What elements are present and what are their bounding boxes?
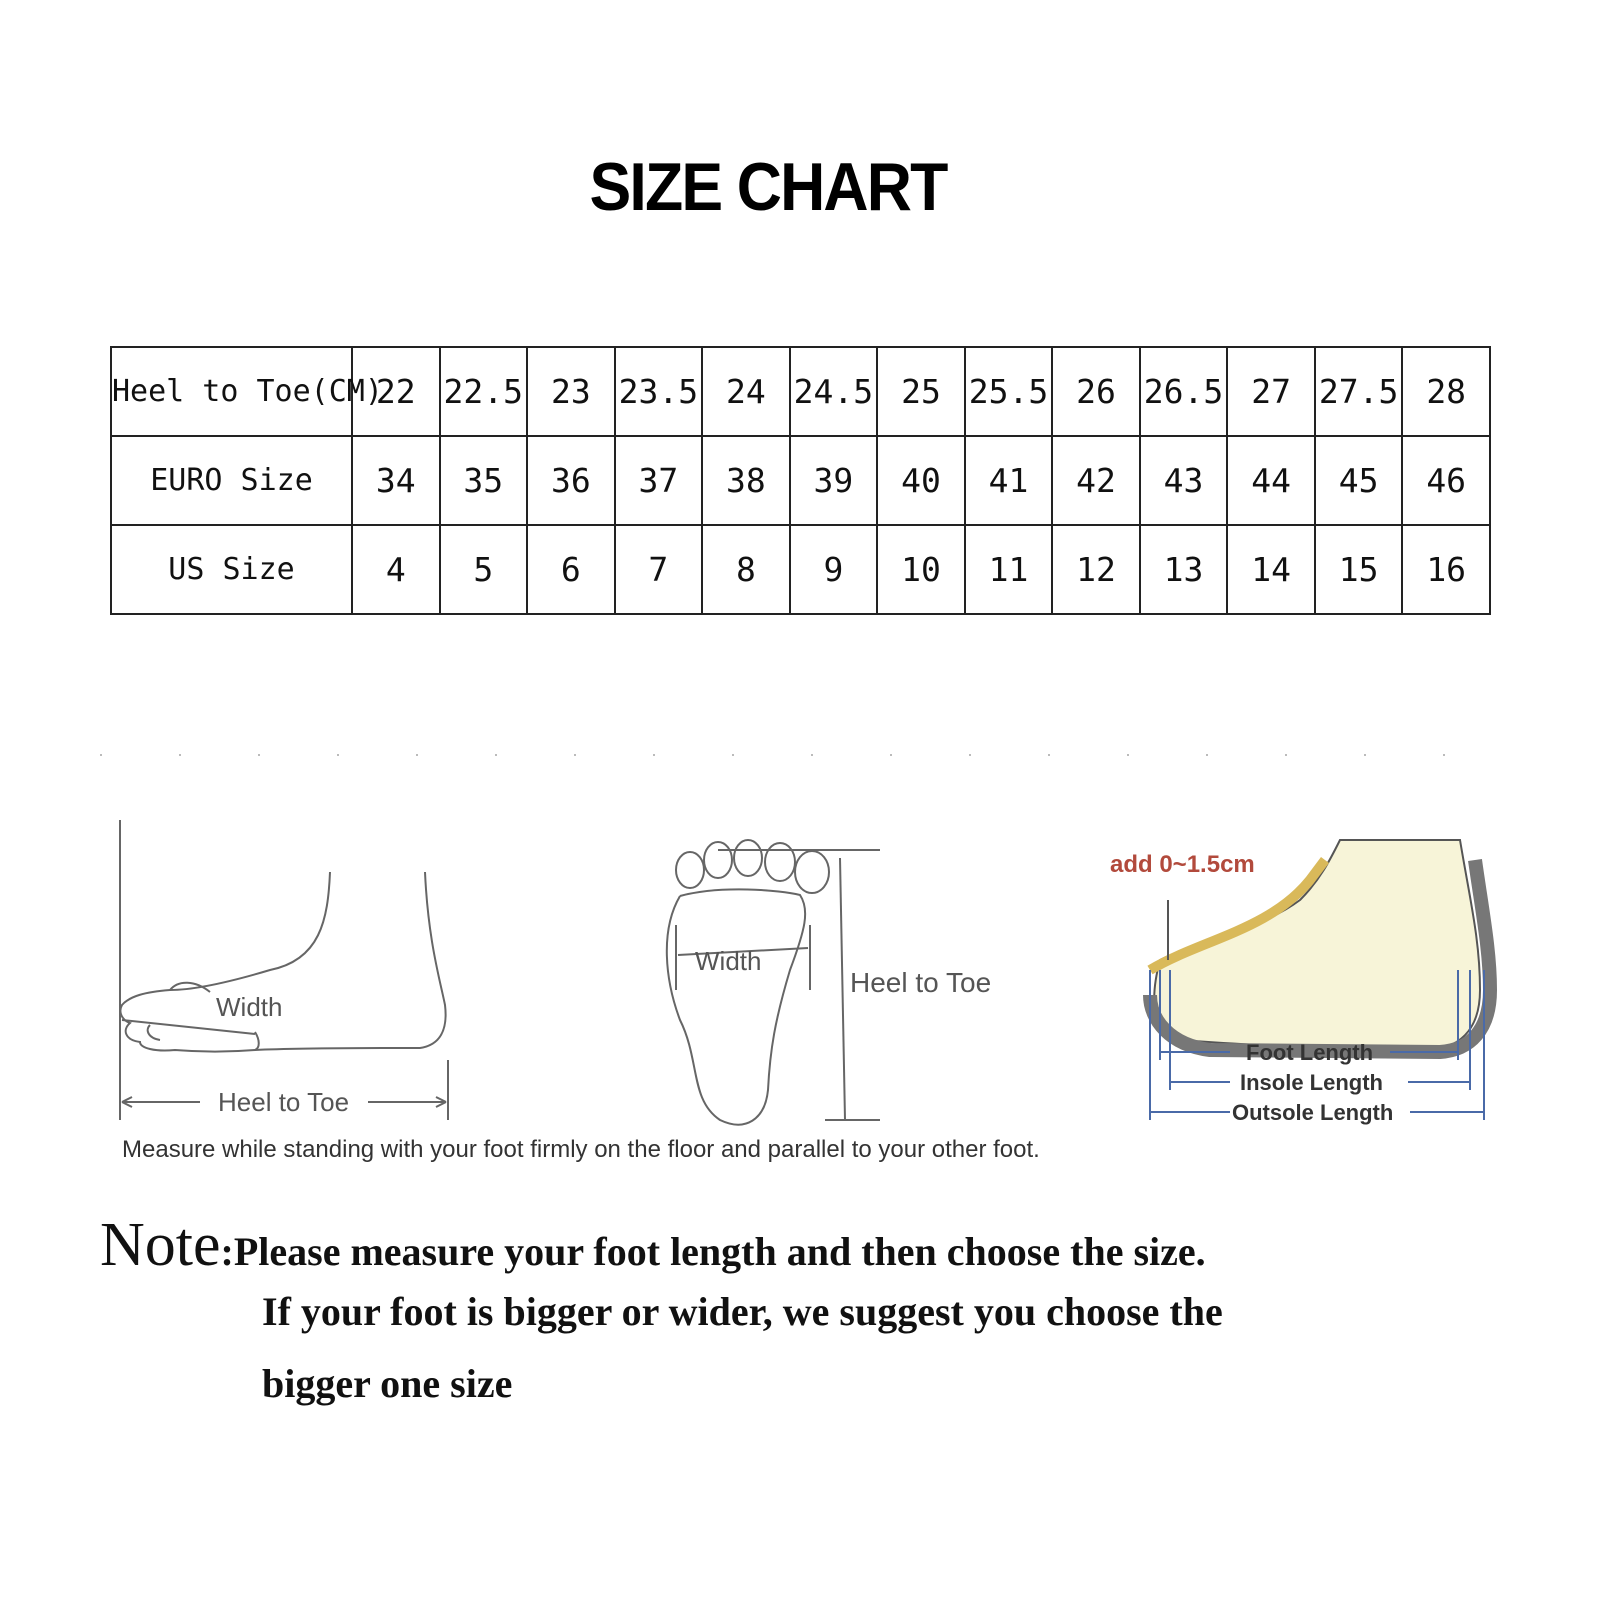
table-cell: 22.5 [440,347,528,436]
shoe-add-label: add 0~1.5cm [1110,851,1255,878]
row-header: EURO Size [111,436,352,525]
note-line-3: bigger one size [262,1361,513,1406]
table-cell: 22 [352,347,440,436]
row-header: Heel to Toe(CM) [111,347,352,436]
table-cell: 23.5 [615,347,703,436]
table-cell: 16 [1402,525,1490,614]
measurement-diagrams [0,820,1600,1140]
note-line-2: If your foot is bigger or wider, we suggest you choose the [262,1289,1223,1334]
table-cell: 14 [1227,525,1315,614]
table-cell: 43 [1140,436,1228,525]
outsole-length-label: Outsole Length [1232,1100,1394,1125]
row-header: US Size [111,525,352,614]
table-cell: 36 [527,436,615,525]
table-cell: 25 [877,347,965,436]
table-cell: 8 [702,525,790,614]
table-row [111,525,1490,614]
note-block [100,1210,1223,1406]
table-cell: 24.5 [790,347,878,436]
sole-width-label: Width [695,946,762,976]
table-cell: 6 [527,525,615,614]
table-cell: 46 [1402,436,1490,525]
table-cell: 15 [1315,525,1403,614]
table-cell: 10 [877,525,965,614]
sole-heel-label: Heel to Toe [850,967,992,998]
side-foot-diagram [120,820,448,1120]
side-heel-label: Heel to Toe [218,1087,350,1117]
table-cell: 37 [615,436,703,525]
table-cell: 34 [352,436,440,525]
table-cell: 5 [440,525,528,614]
insole-length-label: Insole Length [1240,1070,1383,1095]
table-cell: 13 [1140,525,1228,614]
note-heading: Note [100,1211,221,1279]
note-line-1: :Please measure your foot length and then choose the size. [220,1229,1206,1274]
table-cell: 24 [702,347,790,436]
side-width-label: Width [216,992,283,1022]
table-cell: 12 [1052,525,1140,614]
table-cell: 42 [1052,436,1140,525]
size-table [110,346,1491,615]
table-cell: 40 [877,436,965,525]
table-cell: 23 [527,347,615,436]
table-row [111,347,1490,436]
table-cell: 45 [1315,436,1403,525]
measure-caption: Measure while standing with your foot firmly on the floor and parallel to your other foot. [122,1136,1040,1163]
table-cell: 39 [790,436,878,525]
table-cell: 27 [1227,347,1315,436]
table-cell: 38 [702,436,790,525]
table-cell: 41 [965,436,1053,525]
table-cell: 44 [1227,436,1315,525]
table-cell: 27.5 [1315,347,1403,436]
sole-diagram [667,840,880,1125]
table-cell: 4 [352,525,440,614]
table-cell: 26 [1052,347,1140,436]
table-cell: 11 [965,525,1053,614]
table-row [111,436,1490,525]
foot-length-label: Foot Length [1246,1040,1374,1065]
table-cell: 28 [1402,347,1490,436]
divider [100,754,1500,756]
table-cell: 9 [790,525,878,614]
table-cell: 7 [615,525,703,614]
table-cell: 25.5 [965,347,1053,436]
page-title: SIZE CHART [589,149,947,225]
table-cell: 35 [440,436,528,525]
table-cell: 26.5 [1140,347,1228,436]
